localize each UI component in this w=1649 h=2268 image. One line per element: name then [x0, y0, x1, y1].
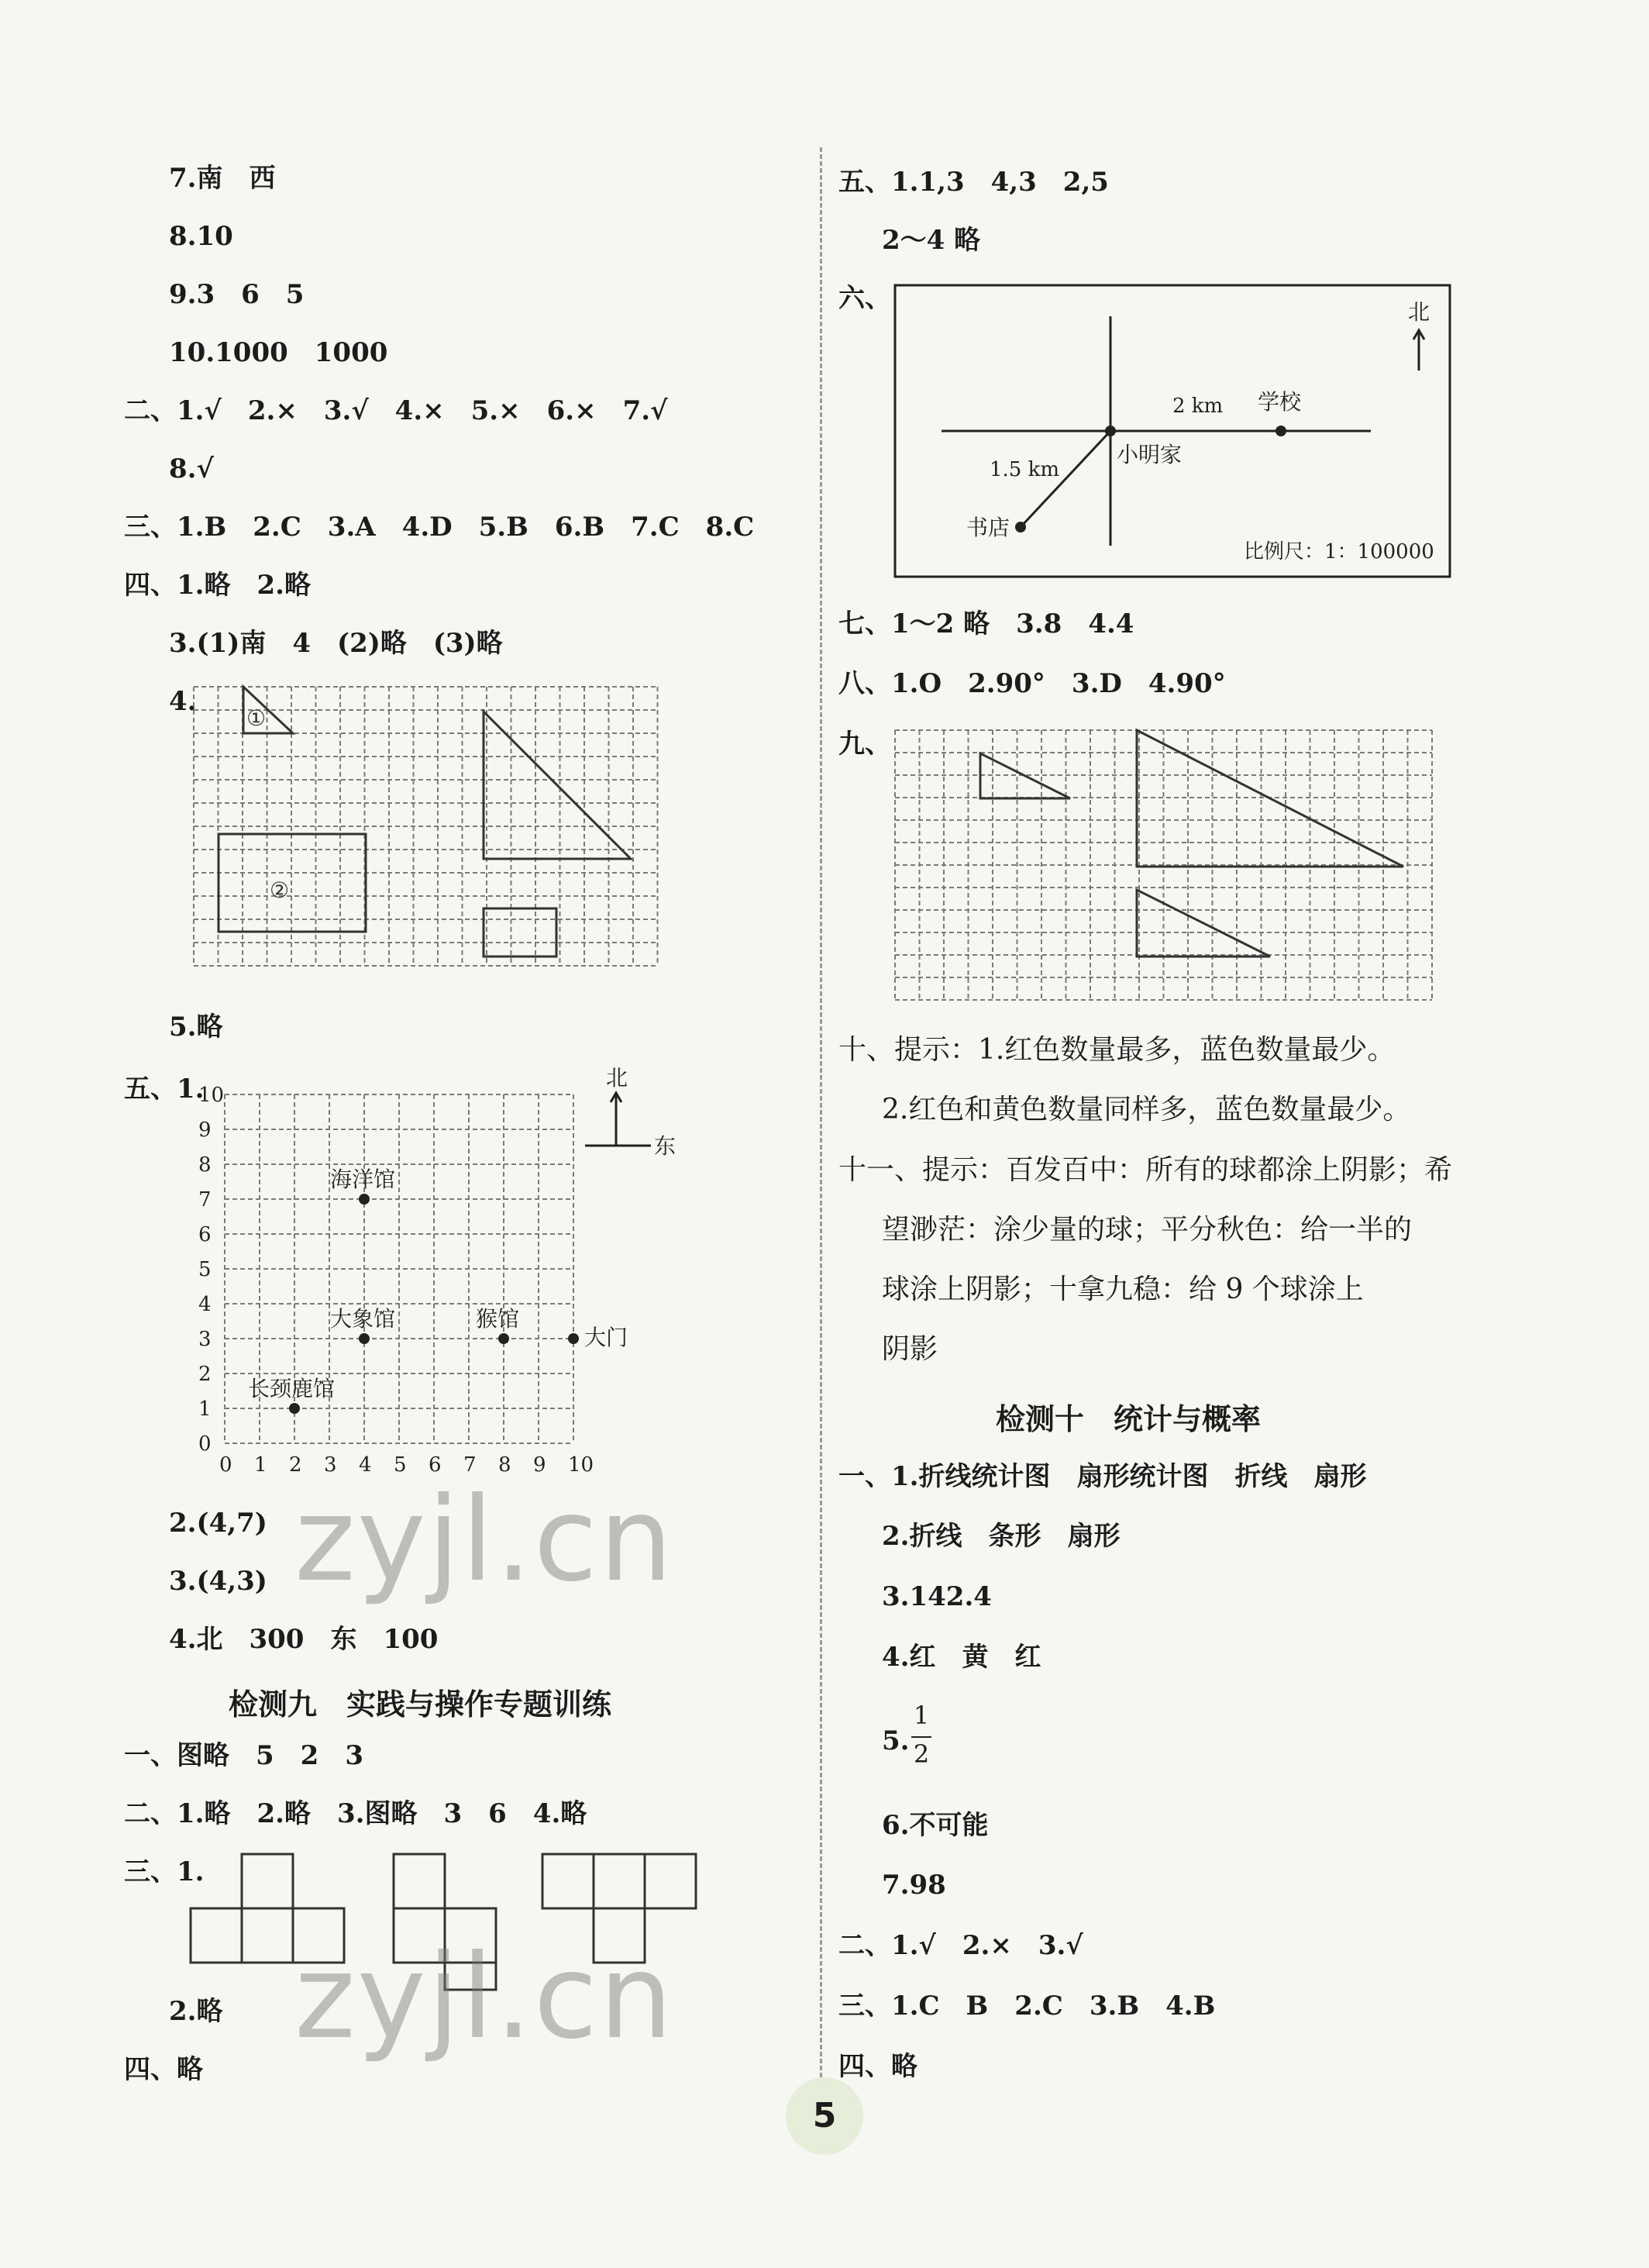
x-tick: 3: [324, 1453, 337, 1477]
x-tick: 9: [533, 1453, 546, 1477]
section-2: 二、1.√ 2.× 3.√ 4.× 5.× 6.× 7.√: [124, 395, 668, 426]
section-5-1-label: 五、1.: [124, 1074, 205, 1105]
y-tick: 9: [198, 1118, 212, 1142]
map-point: [289, 1403, 300, 1414]
fraction-bar: [911, 1736, 931, 1738]
school-map: [895, 285, 1453, 580]
t9-section-3-2: 2.略: [169, 1996, 223, 2027]
t9-section-4: 四、略: [124, 2054, 203, 2085]
y-tick: 5: [198, 1258, 212, 1281]
triangle-1-label: ①: [246, 705, 267, 731]
fraction-numerator: 1: [913, 1701, 930, 1730]
r-section-8: 八、1.O 2.90° 3.D 4.90°: [838, 668, 1226, 699]
t10-section-1-4: 4.红 黄 红: [882, 1642, 1041, 1673]
t9-section-2: 二、1.略 2.略 3.图略 3 6 4.略: [124, 1798, 587, 1829]
x-tick: 0: [219, 1453, 232, 1477]
ans-9: 9.3 6 5: [169, 279, 305, 310]
watermark-1: zyjl.cn: [294, 1473, 675, 1608]
map6-dist-store: 1.5 km: [990, 458, 1060, 481]
section-2-8: 8.√: [169, 453, 214, 484]
grid-figure-9: [895, 730, 1453, 1001]
r-section-10-2: 2.红色和黄色数量同样多，蓝色数量最少。: [882, 1094, 1411, 1125]
compass: [585, 1093, 651, 1146]
compass-north: 北: [606, 1065, 628, 1091]
r-section-9-label: 九、: [838, 729, 891, 760]
r-section-7: 七、1～2 略 3.8 4.4: [838, 608, 1134, 639]
column-divider: [820, 147, 822, 2077]
fraction-denominator: 2: [913, 1739, 930, 1769]
section-4: 四、1.略 2.略: [124, 570, 311, 601]
compass-east: 东: [654, 1133, 676, 1159]
r-section-11-c: 球涂上阴影；十拿九稳：给 9 个球涂上: [882, 1274, 1364, 1305]
y-tick: 2: [198, 1363, 212, 1386]
section-5-3: 3.(4,3): [169, 1566, 267, 1597]
rectangle-2-label: ②: [270, 877, 290, 903]
section-3: 三、1.B 2.C 3.A 4.D 5.B 6.B 7.C 8.C: [124, 512, 755, 543]
section-4-3: 3.(1)南 4 (2)略 (3)略: [169, 628, 503, 659]
page-number: 5: [786, 2077, 863, 2155]
r-section-11: 十一、提示：百发百中：所有的球都涂上阴影；希: [838, 1154, 1453, 1186]
y-tick: 6: [198, 1223, 212, 1246]
x-tick: 5: [394, 1453, 407, 1477]
t9-section-1: 一、图略 5 2 3: [124, 1740, 363, 1771]
y-tick: 3: [198, 1328, 212, 1351]
y-tick: 0: [198, 1432, 212, 1456]
ans-10: 10.1000 1000: [169, 337, 388, 368]
map6-scale: 比例尺：1：100000: [1244, 540, 1434, 564]
map6-store: 书店: [966, 515, 1010, 540]
rectangle-small: [484, 908, 556, 956]
heading-test-10: 检测十 统计与概率: [996, 1402, 1262, 1436]
y-tick: 8: [198, 1153, 212, 1177]
x-tick: 4: [359, 1453, 372, 1477]
y-tick: 7: [198, 1188, 212, 1212]
section-4-5: 5.略: [169, 1012, 223, 1043]
section-5-4: 4.北 300 东 100: [169, 1624, 439, 1655]
t10-section-1-7: 7.98: [882, 1870, 946, 1901]
t10-section-1-6: 6.不可能: [882, 1810, 989, 1841]
x-tick: 1: [254, 1453, 267, 1477]
x-tick: 8: [498, 1453, 511, 1477]
y-tick: 10: [198, 1084, 225, 1107]
x-tick: 7: [463, 1453, 477, 1477]
map-point: [498, 1333, 509, 1344]
r-section-10: 十、提示：1.红色数量最多，蓝色数量最少。: [838, 1034, 1396, 1066]
x-tick: 2: [289, 1453, 302, 1477]
map-point-label: 大门: [584, 1325, 628, 1350]
map-point-label: 长颈鹿馆: [248, 1376, 336, 1401]
ans-8: 8.10: [169, 221, 233, 252]
t9-section-3-label: 三、1.: [124, 1856, 205, 1887]
x-tick: 10: [568, 1453, 594, 1477]
t10-section-1-5-label: 5.: [882, 1725, 910, 1756]
map-point: [359, 1194, 370, 1205]
r-section-11-b: 望渺茫：涂少量的球；平分秋色：给一半的: [882, 1214, 1413, 1246]
r-section-11-d: 阴影: [882, 1333, 938, 1365]
map6-home: 小明家: [1117, 442, 1183, 467]
r-section-5-2: 2～4 略: [882, 225, 981, 256]
t10-section-4: 四、略: [838, 2051, 917, 2082]
y-tick: 4: [198, 1293, 212, 1316]
fraction-one-half: [910, 1702, 933, 1777]
map-point: [359, 1333, 370, 1344]
section-5-2: 2.(4,7): [169, 1508, 267, 1539]
map6-north: 北: [1408, 299, 1430, 325]
coordinate-map: [178, 1065, 721, 1488]
r-section-5-1: 五、1.1,3 4,3 2,5: [838, 167, 1109, 198]
r-section-6-label: 六、: [838, 283, 891, 314]
t10-section-1: 一、1.折线统计图 扇形统计图 折线 扇形: [838, 1461, 1367, 1492]
t10-section-2: 二、1.√ 2.× 3.√: [838, 1930, 1083, 1961]
section-4-4-label: 4.: [169, 686, 197, 717]
map6-school: 学校: [1258, 389, 1302, 415]
map-point-label: 大象馆: [330, 1306, 396, 1332]
t10-section-3: 三、1.C B 2.C 3.B 4.B: [838, 1991, 1216, 2022]
map6-dist-school: 2 km: [1172, 395, 1224, 418]
ans-7: 7.南 西: [169, 163, 276, 194]
watermark-2: zyjl.cn: [294, 1930, 675, 2065]
map-point-label: 猴馆: [476, 1306, 520, 1332]
heading-test-9: 检测九 实践与操作专题训练: [229, 1687, 612, 1722]
map-point-label: 海洋馆: [330, 1167, 396, 1192]
x-tick: 6: [429, 1453, 442, 1477]
t10-section-1-3: 3.142.4: [882, 1581, 992, 1612]
t10-section-1-2: 2.折线 条形 扇形: [882, 1521, 1121, 1552]
y-tick: 1: [198, 1398, 212, 1421]
grid-figure-4: [192, 687, 657, 981]
map-point: [568, 1333, 579, 1344]
